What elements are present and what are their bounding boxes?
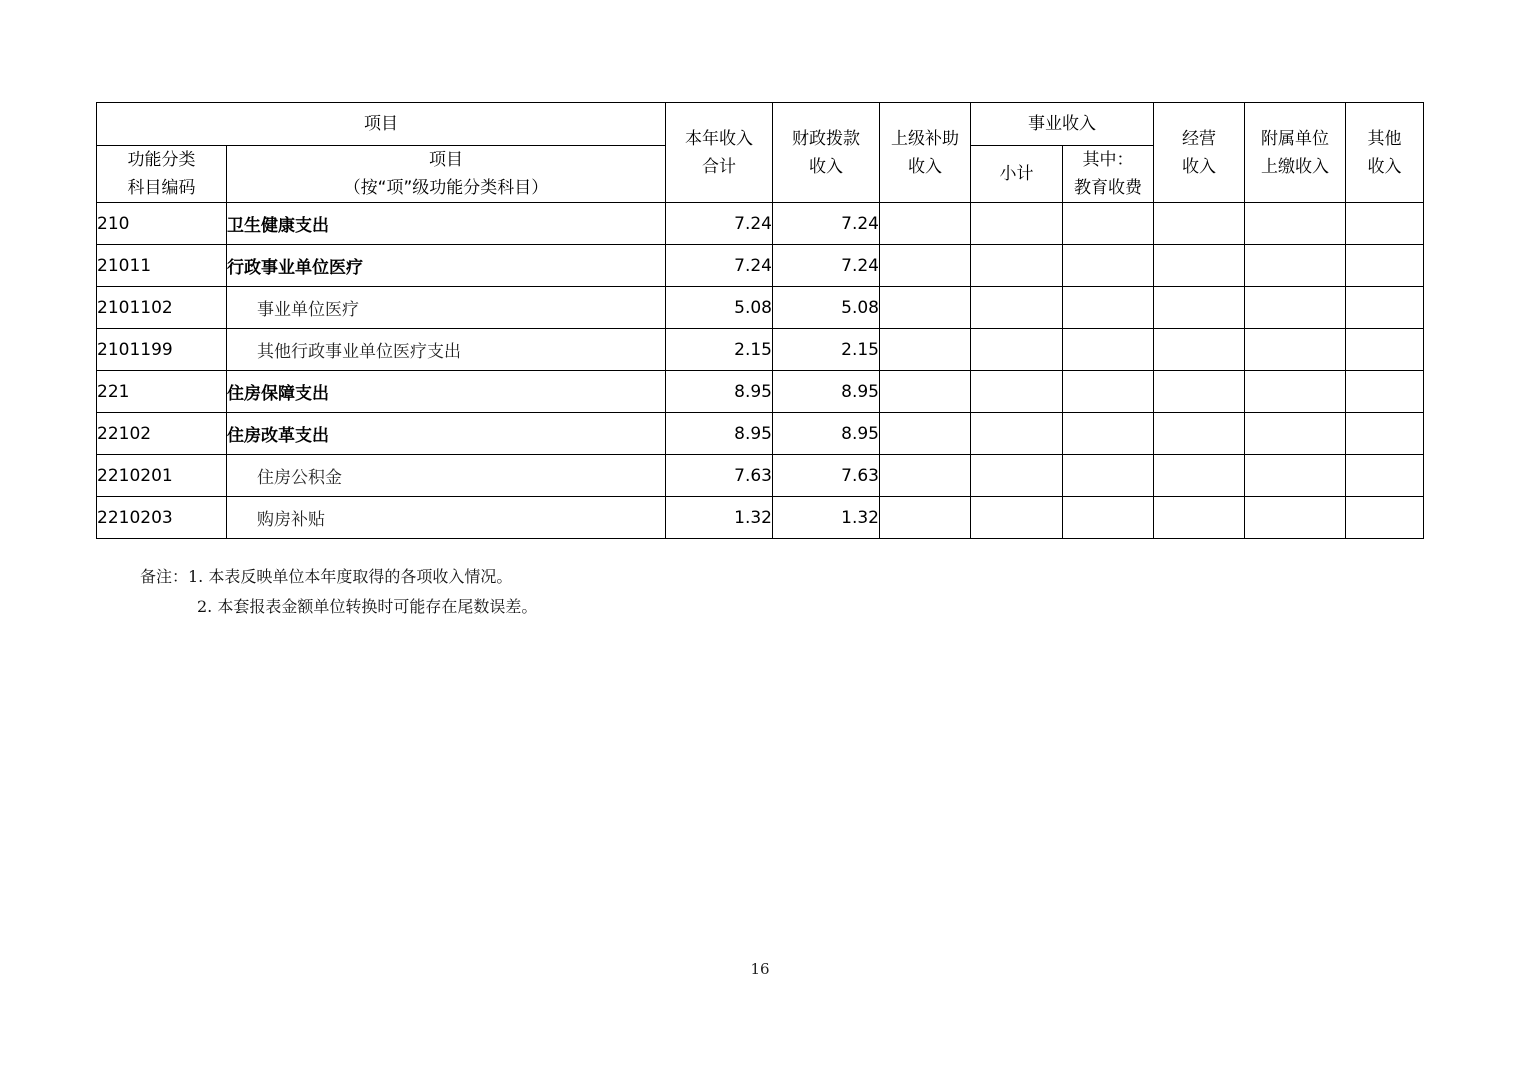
row-total: 1.32 bbox=[666, 497, 773, 539]
row-total: 7.63 bbox=[666, 455, 773, 497]
table-row bbox=[97, 287, 1424, 329]
header-operation-line1: 经营 bbox=[1182, 128, 1216, 149]
header-item bbox=[227, 146, 666, 203]
row-affiliate bbox=[1245, 371, 1346, 413]
row-other bbox=[1346, 287, 1424, 329]
header-item-line1: 项目 bbox=[429, 150, 463, 170]
table-header bbox=[97, 103, 1424, 203]
row-subtotal bbox=[971, 371, 1063, 413]
row-code: 2101199 bbox=[97, 329, 227, 371]
row-edu-fee bbox=[1063, 245, 1154, 287]
row-subtotal bbox=[971, 329, 1063, 371]
header-func-code-line2: 科目编码 bbox=[127, 178, 196, 198]
table-row bbox=[97, 413, 1424, 455]
row-affiliate bbox=[1245, 245, 1346, 287]
row-subtotal bbox=[971, 413, 1063, 455]
header-edu-fee bbox=[1063, 146, 1154, 203]
row-code: 2210203 bbox=[97, 497, 227, 539]
header-superior bbox=[880, 103, 971, 203]
row-fiscal: 1.32 bbox=[773, 497, 880, 539]
row-operation bbox=[1154, 203, 1245, 245]
row-code: 221 bbox=[97, 371, 227, 413]
row-name: 事业单位医疗 bbox=[227, 287, 666, 329]
row-other bbox=[1346, 413, 1424, 455]
row-other bbox=[1346, 455, 1424, 497]
notes bbox=[140, 562, 537, 622]
row-other bbox=[1346, 245, 1424, 287]
row-other bbox=[1346, 371, 1424, 413]
row-subtotal bbox=[971, 287, 1063, 329]
row-superior bbox=[880, 203, 971, 245]
header-fiscal-line2: 收入 bbox=[809, 156, 843, 177]
header-edu-line1: 其中： bbox=[1082, 150, 1134, 170]
header-project: 项目 bbox=[97, 103, 666, 146]
row-name: 行政事业单位医疗 bbox=[227, 245, 666, 287]
header-total-line1: 本年收入 bbox=[685, 128, 753, 149]
row-operation bbox=[1154, 287, 1245, 329]
header-fiscal-line1: 财政拨款 bbox=[792, 128, 860, 149]
header-business: 事业收入 bbox=[971, 103, 1154, 146]
header-affiliate bbox=[1245, 103, 1346, 203]
row-affiliate bbox=[1245, 329, 1346, 371]
row-affiliate bbox=[1245, 455, 1346, 497]
row-fiscal: 8.95 bbox=[773, 371, 880, 413]
header-affiliate-line1: 附属单位 bbox=[1261, 128, 1329, 149]
table-row bbox=[97, 455, 1424, 497]
header-total-line2: 合计 bbox=[702, 156, 736, 177]
header-other-line1: 其他 bbox=[1367, 128, 1402, 149]
row-operation bbox=[1154, 455, 1245, 497]
row-other bbox=[1346, 329, 1424, 371]
note-line-1: 备注：1. 本表反映单位本年度取得的各项收入情况。 bbox=[140, 567, 513, 586]
row-operation bbox=[1154, 371, 1245, 413]
header-operation bbox=[1154, 103, 1245, 203]
row-operation bbox=[1154, 413, 1245, 455]
row-subtotal bbox=[971, 455, 1063, 497]
header-fiscal bbox=[773, 103, 880, 203]
table-row bbox=[97, 497, 1424, 539]
row-total: 5.08 bbox=[666, 287, 773, 329]
header-edu-line2: 教育收费 bbox=[1074, 178, 1142, 198]
row-superior bbox=[880, 455, 971, 497]
row-superior bbox=[880, 497, 971, 539]
row-superior bbox=[880, 371, 971, 413]
row-name: 住房公积金 bbox=[227, 455, 666, 497]
header-other-line2: 收入 bbox=[1367, 156, 1402, 177]
table-row bbox=[97, 245, 1424, 287]
row-fiscal: 5.08 bbox=[773, 287, 880, 329]
row-edu-fee bbox=[1063, 455, 1154, 497]
income-table bbox=[96, 102, 1424, 539]
row-edu-fee bbox=[1063, 413, 1154, 455]
row-subtotal bbox=[971, 497, 1063, 539]
row-operation bbox=[1154, 497, 1245, 539]
table-body bbox=[97, 203, 1424, 539]
row-name: 购房补贴 bbox=[227, 497, 666, 539]
row-other bbox=[1346, 203, 1424, 245]
header-total bbox=[666, 103, 773, 203]
table-row bbox=[97, 371, 1424, 413]
row-edu-fee bbox=[1063, 287, 1154, 329]
row-superior bbox=[880, 287, 971, 329]
header-func-code bbox=[97, 146, 227, 203]
row-operation bbox=[1154, 329, 1245, 371]
row-code: 210 bbox=[97, 203, 227, 245]
row-total: 7.24 bbox=[666, 245, 773, 287]
row-fiscal: 8.95 bbox=[773, 413, 880, 455]
header-other bbox=[1346, 103, 1424, 203]
row-name: 卫生健康支出 bbox=[227, 203, 666, 245]
row-name: 其他行政事业单位医疗支出 bbox=[227, 329, 666, 371]
row-operation bbox=[1154, 245, 1245, 287]
row-affiliate bbox=[1245, 497, 1346, 539]
row-code: 2210201 bbox=[97, 455, 227, 497]
row-total: 2.15 bbox=[666, 329, 773, 371]
row-edu-fee bbox=[1063, 497, 1154, 539]
row-code: 2101102 bbox=[97, 287, 227, 329]
header-operation-line2: 收入 bbox=[1182, 156, 1216, 177]
row-name: 住房改革支出 bbox=[227, 413, 666, 455]
header-superior-line1: 上级补助 bbox=[891, 128, 959, 149]
row-code: 22102 bbox=[97, 413, 227, 455]
row-edu-fee bbox=[1063, 203, 1154, 245]
header-func-code-line1: 功能分类 bbox=[127, 150, 196, 170]
row-superior bbox=[880, 329, 971, 371]
row-fiscal: 7.63 bbox=[773, 455, 880, 497]
row-name: 住房保障支出 bbox=[227, 371, 666, 413]
row-other bbox=[1346, 497, 1424, 539]
row-total: 8.95 bbox=[666, 413, 773, 455]
row-total: 8.95 bbox=[666, 371, 773, 413]
row-total: 7.24 bbox=[666, 203, 773, 245]
row-edu-fee bbox=[1063, 371, 1154, 413]
header-item-line2: （按“项”级功能分类科目） bbox=[343, 178, 549, 198]
row-edu-fee bbox=[1063, 329, 1154, 371]
row-subtotal bbox=[971, 245, 1063, 287]
row-fiscal: 2.15 bbox=[773, 329, 880, 371]
page-number: 16 bbox=[750, 960, 770, 978]
row-affiliate bbox=[1245, 413, 1346, 455]
row-fiscal: 7.24 bbox=[773, 245, 880, 287]
header-subtotal: 小计 bbox=[971, 146, 1063, 203]
row-affiliate bbox=[1245, 287, 1346, 329]
row-affiliate bbox=[1245, 203, 1346, 245]
row-code: 21011 bbox=[97, 245, 227, 287]
table-row bbox=[97, 329, 1424, 371]
header-superior-line2: 收入 bbox=[908, 156, 942, 177]
header-affiliate-line2: 上缴收入 bbox=[1261, 156, 1329, 177]
note-line-2: 2. 本套报表金额单位转换时可能存在尾数误差。 bbox=[197, 597, 538, 616]
table-row bbox=[97, 203, 1424, 245]
row-subtotal bbox=[971, 203, 1063, 245]
row-superior bbox=[880, 245, 971, 287]
row-fiscal: 7.24 bbox=[773, 203, 880, 245]
row-superior bbox=[880, 413, 971, 455]
